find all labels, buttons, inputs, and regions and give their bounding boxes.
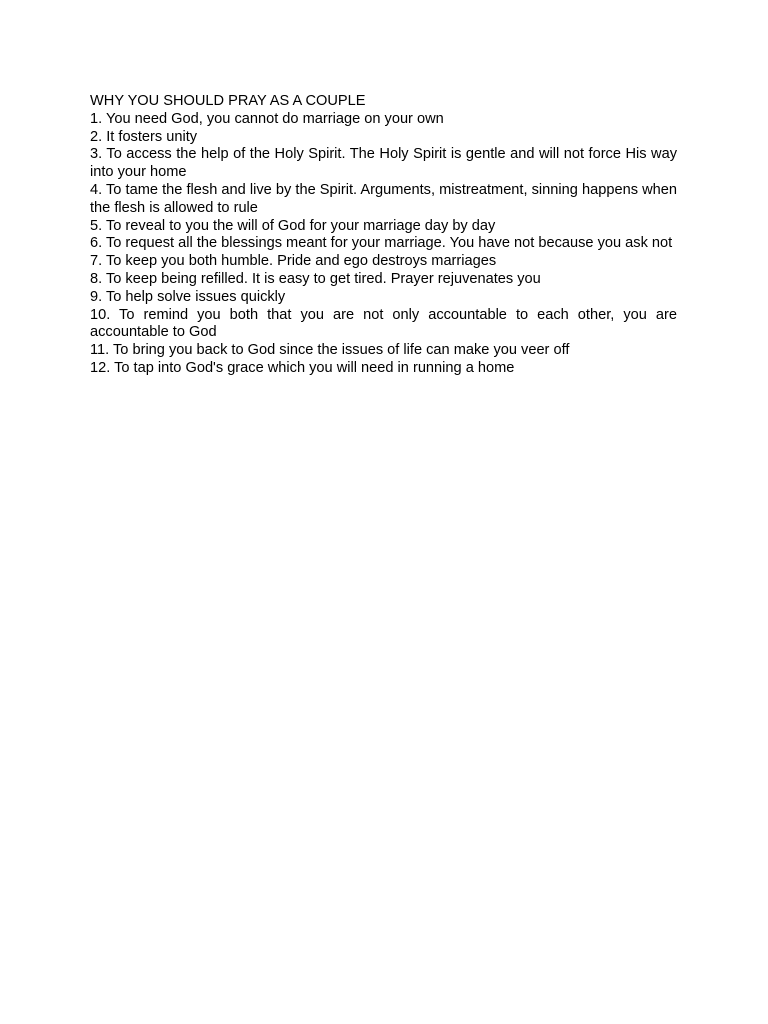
list-item: 12. To tap into God's grace which you will need in running a home <box>90 359 515 376</box>
list-item: 5. To reveal to you the will of God for your marriage day by day <box>90 217 496 234</box>
list-item: 4. To tame the flesh and live by the Spirit. Arguments, mistreatment, sinning happens when the flesh is allowed to rule <box>90 181 677 216</box>
document-body <box>90 93 677 378</box>
list-item: 2. It fosters unity <box>90 128 198 145</box>
list-item: 9. To help solve issues quickly <box>90 288 286 305</box>
list-item: 11. To bring you back to God since the issues of life can make you veer off <box>90 342 570 359</box>
list-item: 7. To keep you both humble. Pride and ego destroys marriages <box>90 253 497 270</box>
list-item: 3. To access the help of the Holy Spirit. The Holy Spirit is gentle and will not force His way into your home <box>90 146 677 181</box>
list-item: 10. To remind you both that you are not only accountable to each other, you are accountable to God <box>90 306 677 341</box>
document-title: WHY YOU SHOULD PRAY AS A COUPLE <box>90 93 366 109</box>
list-item: 1. You need God, you cannot do marriage on your own <box>90 110 444 127</box>
list-item: 8. To keep being refilled. It is easy to get tired. Prayer rejuvenates you <box>90 270 541 287</box>
list-item: 6. To request all the blessings meant for your marriage. You have not because you ask not <box>90 235 673 252</box>
reasons-list <box>90 111 677 378</box>
